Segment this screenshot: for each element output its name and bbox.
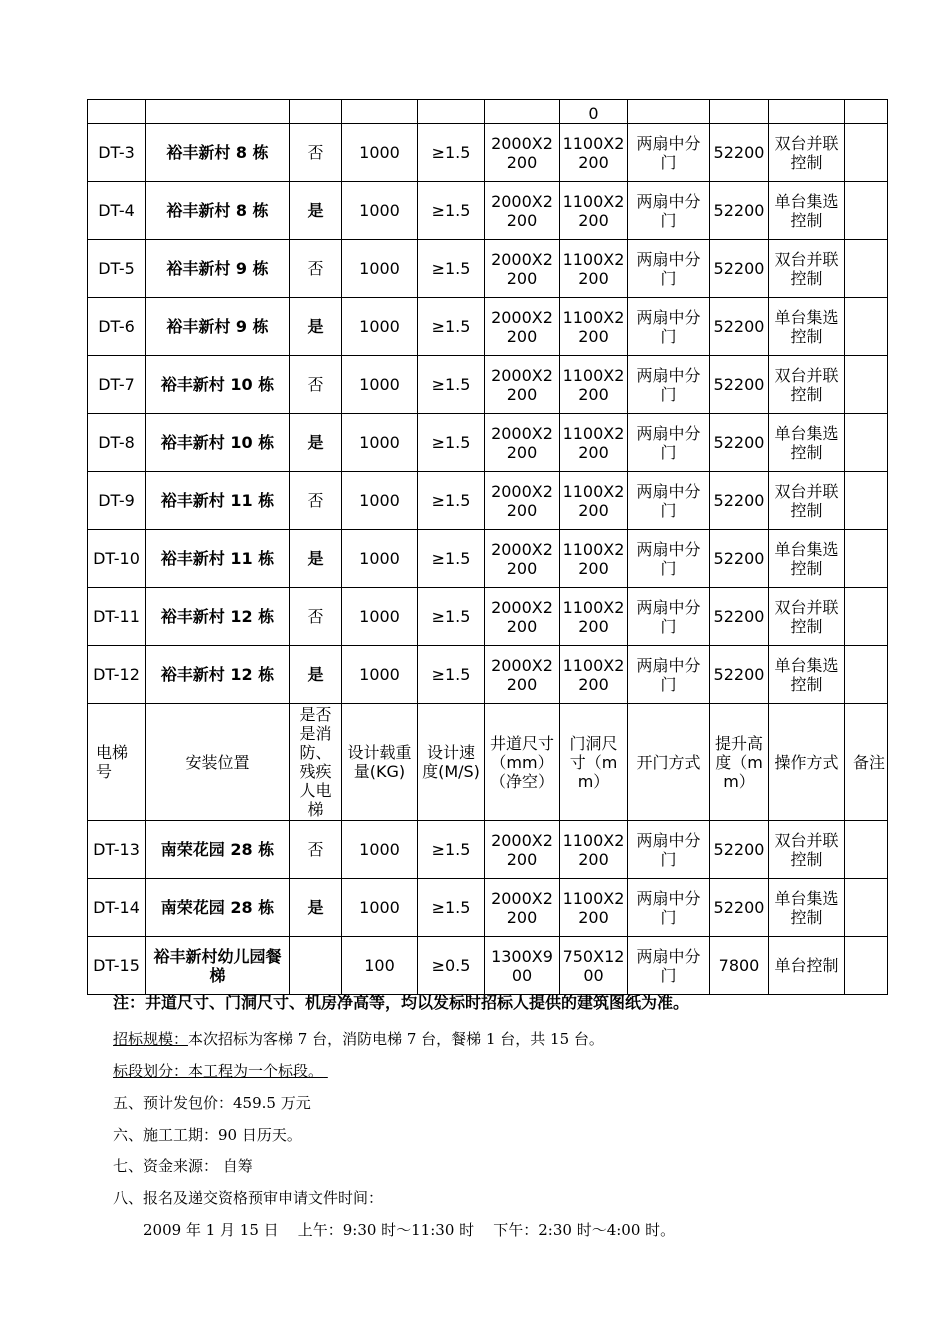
header-shaft-size: 井道尺寸（mm）（净空） <box>485 704 560 821</box>
rated-load-cell: 1000 <box>342 356 418 414</box>
location-cell <box>146 100 290 124</box>
elevator-id-cell: DT-10 <box>88 530 146 588</box>
control-mode-cell: 双台并联控制 <box>769 240 845 298</box>
speed-cell: ≥1.5 <box>418 182 485 240</box>
speed-cell: ≥1.5 <box>418 588 485 646</box>
rated-load-cell: 1000 <box>342 530 418 588</box>
table-row <box>88 937 888 995</box>
application-time-heading: 八、报名及递交资格预审申请文件时间： <box>113 1189 384 1207</box>
elevator-id-cell <box>88 100 146 124</box>
elevator-id-cell: DT-15 <box>88 937 146 995</box>
rated-load-cell: 100 <box>342 937 418 995</box>
lift-height-cell: 52200 <box>710 588 769 646</box>
remarks-cell <box>845 298 888 356</box>
rated-load-cell: 1000 <box>342 472 418 530</box>
door-size-cell: 1100X2200 <box>560 821 628 879</box>
table-row <box>88 356 888 414</box>
location-cell: 裕丰新村幼儿园餐梯 <box>146 937 290 995</box>
section-division-line <box>113 1061 328 1081</box>
rated-load-cell: 1000 <box>342 414 418 472</box>
shaft-size-cell: 2000X2200 <box>485 472 560 530</box>
fire-accessible-cell <box>290 937 342 995</box>
speed-cell: ≥1.5 <box>418 821 485 879</box>
lift-height-cell: 52200 <box>710 821 769 879</box>
remarks-cell <box>845 100 888 124</box>
remarks-cell <box>845 414 888 472</box>
control-mode-cell: 单台集选控制 <box>769 879 845 937</box>
fire-accessible-cell: 是 <box>290 414 342 472</box>
speed-cell: ≥1.5 <box>418 124 485 182</box>
control-mode-cell: 双台并联控制 <box>769 356 845 414</box>
control-mode-cell: 单台集选控制 <box>769 182 845 240</box>
door-type-cell <box>628 100 710 124</box>
remarks-cell <box>845 588 888 646</box>
door-type-cell: 两扇中分门 <box>628 182 710 240</box>
door-size-cell: 1100X2200 <box>560 646 628 704</box>
control-mode-cell: 双台并联控制 <box>769 588 845 646</box>
fire-accessible-cell: 是 <box>290 530 342 588</box>
section-label: 标段划分： <box>113 1062 189 1080</box>
header-rated-load: 设计载重量(KG) <box>342 704 418 821</box>
table-row <box>88 182 888 240</box>
control-mode-cell: 单台控制 <box>769 937 845 995</box>
speed-cell: ≥1.5 <box>418 646 485 704</box>
header-lift-height: 提升高度（mm） <box>710 704 769 821</box>
location-cell: 南荣花园 28 栋 <box>146 879 290 937</box>
fire-accessible-cell: 是 <box>290 182 342 240</box>
shaft-size-cell: 2000X2200 <box>485 879 560 937</box>
control-mode-cell: 双台并联控制 <box>769 821 845 879</box>
fire-accessible-cell: 是 <box>290 298 342 356</box>
shaft-size-cell: 2000X2200 <box>485 298 560 356</box>
speed-cell: ≥1.5 <box>418 879 485 937</box>
lift-height-cell: 52200 <box>710 124 769 182</box>
lift-height-cell: 52200 <box>710 530 769 588</box>
rated-load-cell: 1000 <box>342 182 418 240</box>
shaft-size-cell: 2000X2200 <box>485 588 560 646</box>
remarks-cell <box>845 937 888 995</box>
elevator-id-cell: DT-8 <box>88 414 146 472</box>
door-type-cell: 两扇中分门 <box>628 937 710 995</box>
estimated-price: 五、预计发包价：459.5 万元 <box>113 1094 311 1112</box>
location-cell: 裕丰新村 9 栋 <box>146 240 290 298</box>
door-type-cell: 两扇中分门 <box>628 298 710 356</box>
shaft-size-cell: 2000X2200 <box>485 530 560 588</box>
location-cell: 裕丰新村 8 栋 <box>146 182 290 240</box>
door-size-cell: 1100X2200 <box>560 472 628 530</box>
shaft-size-cell: 2000X2200 <box>485 821 560 879</box>
door-type-cell: 两扇中分门 <box>628 646 710 704</box>
elevator-id-cell: DT-13 <box>88 821 146 879</box>
door-size-cell: 1100X2200 <box>560 588 628 646</box>
remarks-cell <box>845 646 888 704</box>
location-cell: 裕丰新村 8 栋 <box>146 124 290 182</box>
remarks-cell <box>845 240 888 298</box>
table-row-partial <box>88 100 888 124</box>
fire-accessible-cell: 否 <box>290 240 342 298</box>
rated-load-cell <box>342 100 418 124</box>
header-speed: 设计速度(M/S) <box>418 704 485 821</box>
table-row <box>88 298 888 356</box>
bid-scale-label: 招标规模： <box>113 1030 189 1048</box>
header-remarks: 备注 <box>845 704 888 821</box>
control-mode-cell: 单台集选控制 <box>769 530 845 588</box>
door-type-cell: 两扇中分门 <box>628 124 710 182</box>
remarks-cell <box>845 124 888 182</box>
lift-height-cell: 52200 <box>710 646 769 704</box>
remarks-cell <box>845 879 888 937</box>
table-row <box>88 588 888 646</box>
control-mode-cell <box>769 100 845 124</box>
speed-cell <box>418 100 485 124</box>
speed-cell: ≥1.5 <box>418 472 485 530</box>
location-cell: 裕丰新村 12 栋 <box>146 588 290 646</box>
elevator-id-cell: DT-7 <box>88 356 146 414</box>
remarks-cell <box>845 472 888 530</box>
table-row <box>88 646 888 704</box>
fire-accessible-cell: 否 <box>290 124 342 182</box>
door-type-cell: 两扇中分门 <box>628 821 710 879</box>
location-cell: 裕丰新村 11 栋 <box>146 472 290 530</box>
location-cell: 裕丰新村 10 栋 <box>146 414 290 472</box>
lift-height-cell: 52200 <box>710 472 769 530</box>
control-mode-cell: 单台集选控制 <box>769 646 845 704</box>
fire-accessible-cell: 否 <box>290 472 342 530</box>
table-footnote: 注：井道尺寸、门洞尺寸、机房净高等，均以发标时招标人提供的建筑图纸为准。 <box>113 993 690 1012</box>
bid-scale-line <box>113 1029 604 1049</box>
speed-cell: ≥0.5 <box>418 937 485 995</box>
header-elevator-id: 电梯号 <box>88 704 146 821</box>
speed-cell: ≥1.5 <box>418 356 485 414</box>
shaft-size-cell: 2000X2200 <box>485 124 560 182</box>
speed-cell: ≥1.5 <box>418 414 485 472</box>
lift-height-cell: 52200 <box>710 182 769 240</box>
lift-height-cell: 7800 <box>710 937 769 995</box>
shaft-size-cell: 2000X2200 <box>485 646 560 704</box>
elevator-id-cell: DT-9 <box>88 472 146 530</box>
table-row <box>88 124 888 182</box>
rated-load-cell: 1000 <box>342 124 418 182</box>
table-row <box>88 879 888 937</box>
door-size-cell: 1100X2200 <box>560 530 628 588</box>
section-text: 本工程为一个标段。 <box>188 1062 324 1080</box>
construction-period: 六、施工工期：90 日历天。 <box>113 1126 302 1144</box>
door-type-cell: 两扇中分门 <box>628 472 710 530</box>
door-type-cell: 两扇中分门 <box>628 588 710 646</box>
door-size-cell: 0 <box>560 100 628 124</box>
door-type-cell: 两扇中分门 <box>628 879 710 937</box>
remarks-cell <box>845 182 888 240</box>
table-row <box>88 530 888 588</box>
fire-accessible-cell: 否 <box>290 356 342 414</box>
elevator-id-cell: DT-11 <box>88 588 146 646</box>
elevator-id-cell: DT-6 <box>88 298 146 356</box>
rated-load-cell: 1000 <box>342 821 418 879</box>
door-size-cell: 1100X2200 <box>560 298 628 356</box>
bid-scale-text: 本次招标为客梯 7 台，消防电梯 7 台，餐梯 1 台，共 15 台。 <box>188 1030 604 1048</box>
location-cell: 裕丰新村 12 栋 <box>146 646 290 704</box>
table-row <box>88 240 888 298</box>
header-door-type: 开门方式 <box>628 704 710 821</box>
control-mode-cell: 单台集选控制 <box>769 414 845 472</box>
remarks-cell <box>845 530 888 588</box>
lift-height-cell: 52200 <box>710 879 769 937</box>
shaft-size-cell: 2000X2200 <box>485 414 560 472</box>
table-row <box>88 472 888 530</box>
door-size-cell: 1100X2200 <box>560 879 628 937</box>
elevator-id-cell: DT-3 <box>88 124 146 182</box>
door-size-cell: 750X1200 <box>560 937 628 995</box>
header-location: 安装位置 <box>146 704 290 821</box>
shaft-size-cell: 2000X2200 <box>485 356 560 414</box>
elevator-id-cell: DT-12 <box>88 646 146 704</box>
speed-cell: ≥1.5 <box>418 240 485 298</box>
table-header-row <box>88 704 888 821</box>
lift-height-cell: 52200 <box>710 240 769 298</box>
elevator-id-cell: DT-4 <box>88 182 146 240</box>
fire-accessible-cell: 是 <box>290 646 342 704</box>
shaft-size-cell: 1300X900 <box>485 937 560 995</box>
door-size-cell: 1100X2200 <box>560 240 628 298</box>
fire-accessible-cell: 否 <box>290 588 342 646</box>
lift-height-cell <box>710 100 769 124</box>
remarks-cell <box>845 821 888 879</box>
control-mode-cell: 单台集选控制 <box>769 298 845 356</box>
control-mode-cell: 双台并联控制 <box>769 472 845 530</box>
rated-load-cell: 1000 <box>342 588 418 646</box>
location-cell: 南荣花园 28 栋 <box>146 821 290 879</box>
fire-accessible-cell: 是 <box>290 879 342 937</box>
table-row <box>88 414 888 472</box>
door-size-cell: 1100X2200 <box>560 414 628 472</box>
fire-accessible-cell: 否 <box>290 821 342 879</box>
application-time: 2009 年 1 月 15 日 上午：9:30 时～11:30 时 下午：2:30 时～4:00 时。 <box>143 1221 676 1239</box>
speed-cell: ≥1.5 <box>418 298 485 356</box>
door-type-cell: 两扇中分门 <box>628 414 710 472</box>
header-door-size: 门洞尺寸（mm） <box>560 704 628 821</box>
fire-accessible-cell <box>290 100 342 124</box>
lift-height-cell: 52200 <box>710 356 769 414</box>
door-size-cell: 1100X2200 <box>560 182 628 240</box>
location-cell: 裕丰新村 10 栋 <box>146 356 290 414</box>
rated-load-cell: 1000 <box>342 646 418 704</box>
door-size-cell: 1100X2200 <box>560 124 628 182</box>
funding-source: 七、资金来源： 自筹 <box>113 1157 253 1175</box>
shaft-size-cell: 2000X2200 <box>485 240 560 298</box>
header-fire-accessible: 是否是消防、残疾人电梯 <box>290 704 342 821</box>
door-type-cell: 两扇中分门 <box>628 530 710 588</box>
location-cell: 裕丰新村 9 栋 <box>146 298 290 356</box>
control-mode-cell: 双台并联控制 <box>769 124 845 182</box>
lift-height-cell: 52200 <box>710 414 769 472</box>
elevator-id-cell: DT-5 <box>88 240 146 298</box>
table-row <box>88 821 888 879</box>
rated-load-cell: 1000 <box>342 240 418 298</box>
shaft-size-cell: 2000X2200 <box>485 182 560 240</box>
door-type-cell: 两扇中分门 <box>628 240 710 298</box>
shaft-size-cell <box>485 100 560 124</box>
speed-cell: ≥1.5 <box>418 530 485 588</box>
elevator-id-cell: DT-14 <box>88 879 146 937</box>
header-control-mode: 操作方式 <box>769 704 845 821</box>
rated-load-cell: 1000 <box>342 879 418 937</box>
location-cell: 裕丰新村 11 栋 <box>146 530 290 588</box>
door-type-cell: 两扇中分门 <box>628 356 710 414</box>
door-size-cell: 1100X2200 <box>560 356 628 414</box>
remarks-cell <box>845 356 888 414</box>
lift-height-cell: 52200 <box>710 298 769 356</box>
rated-load-cell: 1000 <box>342 298 418 356</box>
elevator-spec-table <box>87 99 888 995</box>
